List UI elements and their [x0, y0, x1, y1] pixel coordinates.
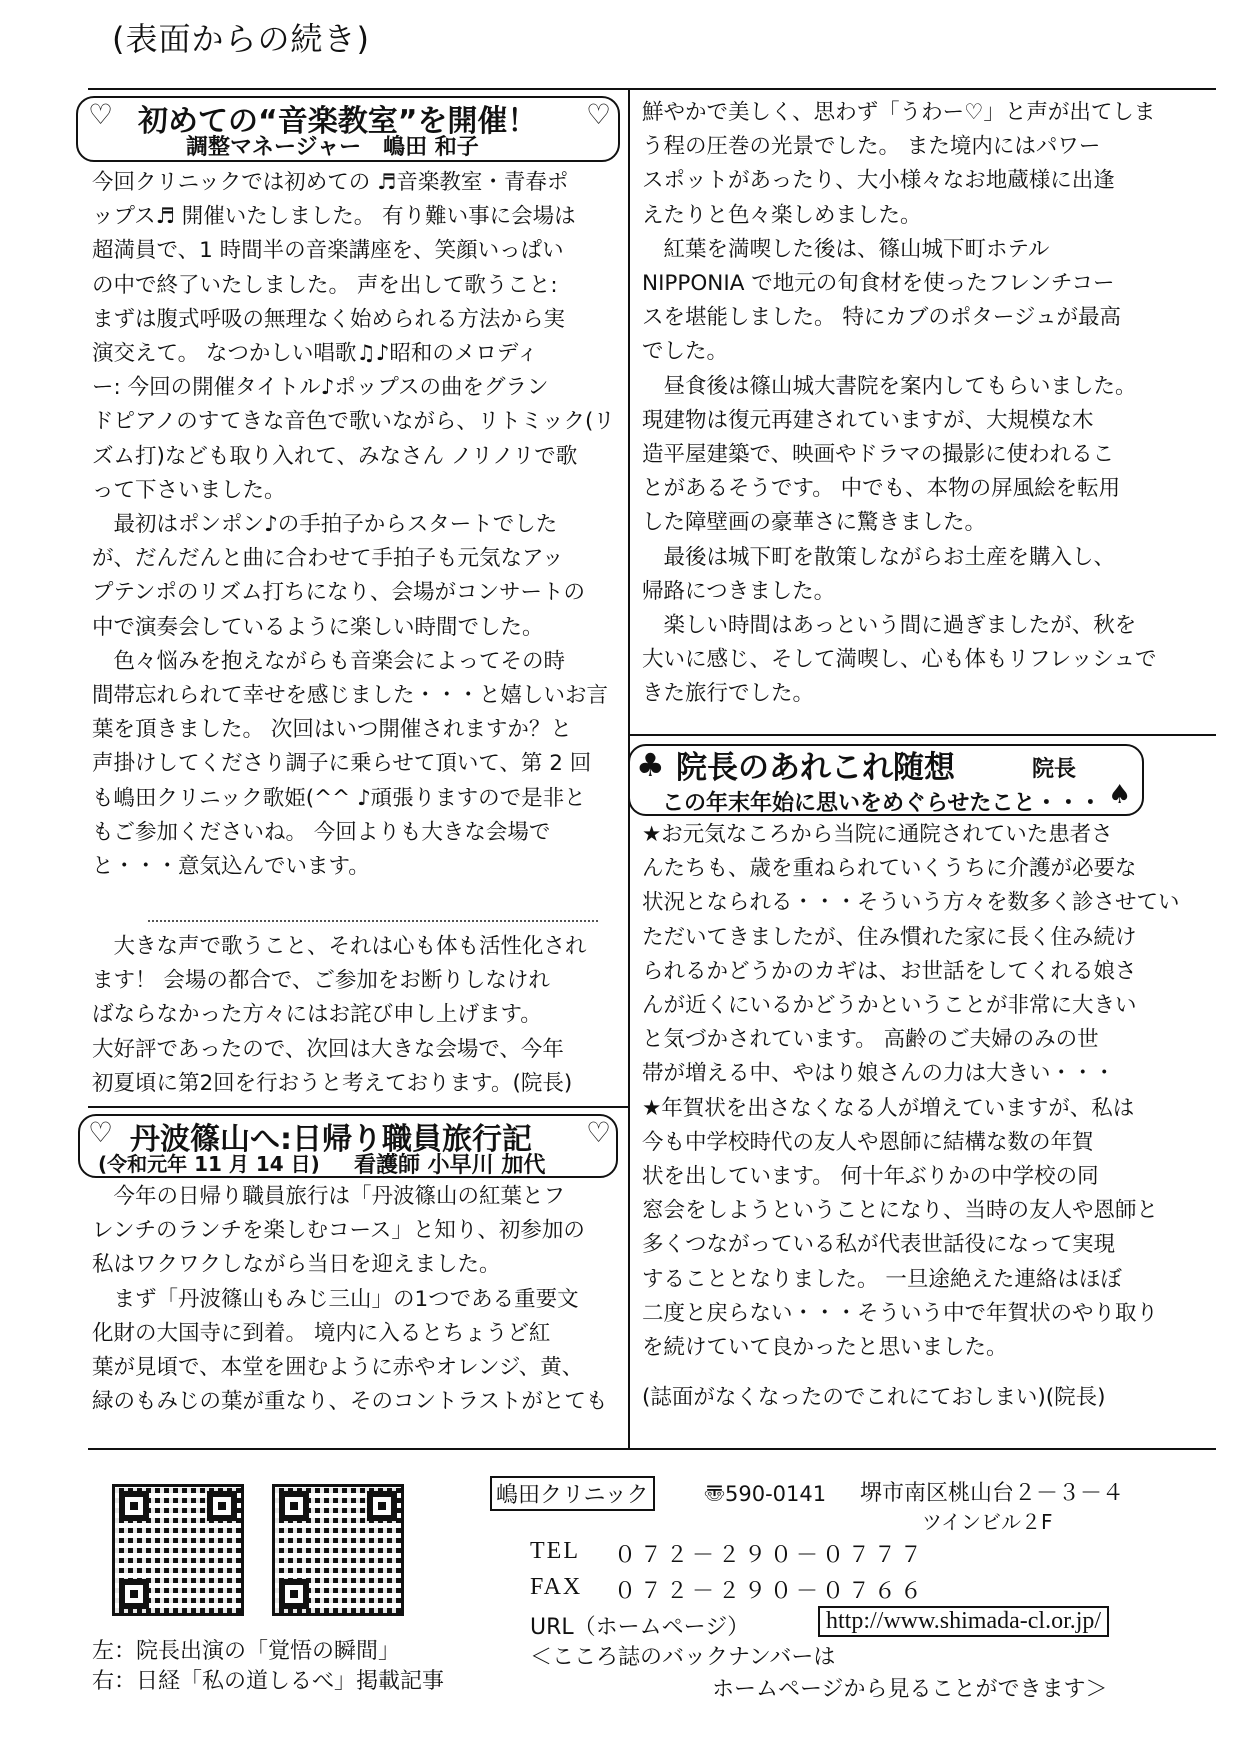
text-line: 造平屋建築で、映画やドラマの撮影に使われるこ	[642, 442, 1115, 468]
text-line: う程の圧巻の光景でした。 また境内にはパワー	[642, 134, 1101, 160]
text-line: ただいてきましたが、住み慣れた家に長く住み続け	[642, 924, 1137, 950]
qr-left-caption: 左：院長出演の「覚悟の瞬間」	[92, 1639, 401, 1664]
text-line: ばならなかった方々にはお詫び申し上げます。	[92, 1002, 542, 1028]
text-line: 色々悩みを抱えながらも音楽会によってその時	[92, 648, 566, 674]
text-line: られるかどうかのカギは、お世話をしてくれる娘さ	[642, 958, 1137, 984]
qr-finder	[279, 1491, 309, 1521]
text-line: も嶋田クリニック歌姫(^^ ♪頑張りますので是非と	[92, 785, 586, 811]
music-body-2	[92, 930, 622, 1101]
text-line: 化財の大国寺に到着。 境内に入るとちょうど紅	[92, 1320, 551, 1346]
music-title: 初めての“音楽教室”を開催！	[138, 104, 538, 139]
text-line: と・・・意気込んでいます。	[92, 854, 370, 880]
qr-code-left[interactable]	[112, 1484, 244, 1616]
text-line: きた旅行でした。	[642, 681, 815, 707]
section-divider	[148, 920, 598, 922]
text-line: 最初はポンポン♪の手拍子からスタートでした	[92, 512, 558, 538]
text-line: NIPPONIA で地元の旬食材を使ったフレンチコー	[642, 271, 1115, 297]
trip-date: (令和元年 11 月 14 日)	[98, 1152, 320, 1176]
text-line: 今年の日帰り職員旅行は「丹波篠山の紅葉とフ	[92, 1184, 566, 1209]
text-line: って下さいました。	[92, 477, 286, 503]
section-rule	[88, 1106, 628, 1108]
text-line: 超満員で、1 時間半の音楽講座を、笑顔いっぱい	[92, 238, 564, 264]
postal-code: 〠590-0141	[704, 1482, 827, 1506]
text-line: 大いに感じ、そして満喫し、心も体もリフレッシュで	[642, 647, 1157, 673]
text-line: 帯が増える中、やはり娘さんの力は大きい・・・	[642, 1061, 1116, 1087]
text-line: 昼食後は篠山城大書院を案内してもらいました。	[642, 373, 1137, 399]
continued-label: (表面からの続き)	[112, 20, 370, 58]
heart-icon: ♡	[88, 1116, 114, 1149]
trip-body	[92, 1180, 622, 1419]
text-line: ップス♬ 開催いたしました。 有り難い事に会場は	[92, 204, 576, 230]
text-line: 声掛けしてくださり調子に乗らせて頂いて、第 2 回	[92, 751, 592, 777]
text-line: 演交えて。 なつかしい唱歌♫♪昭和のメロディ	[92, 341, 539, 367]
qr-right-caption: 右：日経「私の道しるべ」掲載記事	[92, 1669, 445, 1694]
text-line: レンチのランチを楽しむコース」と知り、初参加の	[92, 1218, 585, 1244]
text-line: と気づかされています。 高齢のご夫婦のみの世	[642, 1027, 1099, 1053]
text-line: 葉を頂きました。 次回はいつ開催されますか？と	[92, 717, 572, 743]
qr-finder	[279, 1579, 309, 1609]
tel-number[interactable]: ０７２－２９０－０７７７	[614, 1543, 927, 1568]
heart-icon: ♡	[88, 98, 114, 131]
building: ツインビル２F	[922, 1510, 1053, 1534]
text-line: ー: 今回の開催タイトル♪ポップスの曲をグラン	[92, 375, 549, 401]
text-line: 紅葉を満喫した後は、篠山城下町ホテル	[642, 236, 1050, 262]
text-line: ズム打)なども取り入れて、みなさん ノリノリで歌	[92, 443, 578, 469]
text-line: 現建物は復元再建されていますが、大規模な木	[642, 407, 1094, 433]
text-line: ★お元気なころから当院に通院されていた患者さ	[642, 822, 1113, 847]
text-line: 中で演奏会しているように楽しい時間でした。	[92, 614, 544, 640]
top-rule	[88, 88, 1216, 90]
text-line: が、だんだんと曲に合わせて手拍子も元気なアッ	[92, 546, 564, 572]
backnumber-note-2: ホームページから見ることができます＞	[712, 1677, 1108, 1702]
text-line: プテンポのリズム打ちになり、会場がコンサートの	[92, 580, 585, 606]
music-body	[92, 166, 622, 884]
text-line: 最後は城下町を散策しながらお土産を購入し、	[642, 544, 1116, 570]
music-author: 調整マネージャー 嶋田 和子	[186, 135, 479, 160]
qr-finder	[119, 1491, 149, 1521]
text-line: することとなりました。 一旦途絶えた連絡はほぼ	[642, 1266, 1122, 1292]
director-title: 院長のあれこれ随想	[676, 750, 955, 786]
text-line: ます！ 会場の都合で、ご参加をお断りしなけれ	[92, 968, 550, 994]
address: 堺市南区桃山台２－３－４	[860, 1481, 1125, 1506]
text-line: 大好評であったので、次回は大きな会場で、今年	[92, 1036, 564, 1062]
text-line: 多くつながっている私が代表世話役になって実現	[642, 1232, 1116, 1258]
heart-icon: ♡	[586, 98, 612, 131]
text-line: とがあるそうです。 中でも、本物の屏風絵を転用	[642, 476, 1121, 502]
spade-icon: ♠	[1108, 780, 1132, 810]
text-line: ドピアノのすてきな音色で歌いながら、リトミック(リ	[92, 409, 615, 435]
director-body	[642, 818, 1212, 1415]
fax-label: FAX	[530, 1574, 583, 1600]
text-line: 緑のもみじの葉が重なり、そのコントラストがとても	[92, 1389, 608, 1415]
text-line: 葉が見頃で、本堂を囲むように赤やオレンジ、黄、	[92, 1355, 584, 1381]
text-line: した障壁画の豪華さに驚きました。	[642, 510, 987, 536]
text-line: 帰路につきました。	[642, 578, 836, 604]
text-line: 窓会をしようということになり、当時の友人や恩師と	[642, 1198, 1159, 1224]
text-line: 鮮やかで美しく、思わず「うわー♡」と声が出てしま	[642, 100, 1156, 125]
trip-title: 丹波篠山へ:日帰り職員旅行記	[130, 1122, 532, 1157]
url-label: URL（ホームページ）	[530, 1615, 750, 1640]
homepage-link[interactable]: http://www.shimada-cl.or.jp/	[818, 1606, 1109, 1637]
text-line: まず「丹波篠山もみじ三山」の1つである重要文	[92, 1286, 579, 1312]
text-line: 二度と戻らない・・・そういう中で年賀状のやり取り	[642, 1300, 1159, 1326]
text-line: まずは腹式呼吸の無理なく始められる方法から実	[92, 306, 566, 332]
text-line: の中で終了いたしました。 声を出して歌うこと:	[92, 272, 558, 298]
text-line: 状況となられる・・・そういう方々を数多く診させてい	[642, 890, 1180, 916]
qr-code-right[interactable]	[272, 1484, 404, 1616]
text-line: 私はワクワクしながら当日を迎えました。	[92, 1252, 501, 1278]
text-line: 初夏頃に第2回を行おうと考えております。(院長)	[92, 1070, 573, 1096]
clinic-name: 嶋田クリニック	[490, 1476, 655, 1511]
club-icon: ♣	[636, 746, 665, 784]
section-rule	[628, 734, 1216, 736]
trip-author: 看護師 小早川 加代	[354, 1153, 546, 1178]
director-subtitle: この年末年始に思いをめぐらせたこと・・・	[662, 791, 1102, 816]
trip-body-continued	[642, 96, 1212, 712]
text-line: 状を出しています。 何十年ぶりかの中学校の同	[642, 1164, 1099, 1190]
backnumber-note-1: ＜こころ誌のバックナンバーは	[530, 1645, 836, 1670]
text-line: もご参加くださいね。 今回よりも大きな会場で	[92, 819, 551, 845]
tel-label: TEL	[530, 1538, 580, 1564]
text-line: ★年賀状を出さなくなる人が増えていますが、私は	[642, 1095, 1135, 1121]
text-line: んたちも、歳を重ねられていくうちに介護が必要な	[642, 856, 1137, 882]
qr-finder	[207, 1491, 237, 1521]
fax-number: ０７２－２９０－０７６６	[614, 1579, 927, 1604]
text-line: 大きな声で歌うこと、それは心も体も活性化され	[92, 934, 587, 959]
director-role: 院長	[1032, 757, 1077, 782]
bottom-rule	[88, 1448, 1216, 1450]
text-line: んが近くにいるかどうかということが非常に大きい	[642, 993, 1137, 1019]
text-line: を続けていて良かったと思いました。	[642, 1335, 1008, 1361]
text-line: えたりと色々楽しめました。	[642, 202, 922, 228]
heart-icon: ♡	[586, 1116, 612, 1149]
text-line: (誌面がなくなったのでこれにておしまい)(院長)	[642, 1385, 1106, 1411]
text-line: スポットがあったり、大小様々なお地蔵様に出逢	[642, 168, 1115, 194]
text-line: 楽しい時間はあっという間に過ぎましたが、秋を	[642, 613, 1137, 639]
text-line: でした。	[642, 339, 729, 365]
text-line: スを堪能しました。 特にカブのポタージュが最高	[642, 305, 1121, 331]
text-line: 今回クリニックでは初めての ♬音楽教室・青春ポ	[92, 170, 569, 195]
qr-finder	[119, 1579, 149, 1609]
text-line: 今も中学校時代の友人や恩師に結構な数の年賀	[642, 1129, 1094, 1155]
text-line: 間帯忘れられて幸せを感じました・・・と嬉しいお言	[92, 683, 609, 709]
qr-finder	[367, 1491, 397, 1521]
